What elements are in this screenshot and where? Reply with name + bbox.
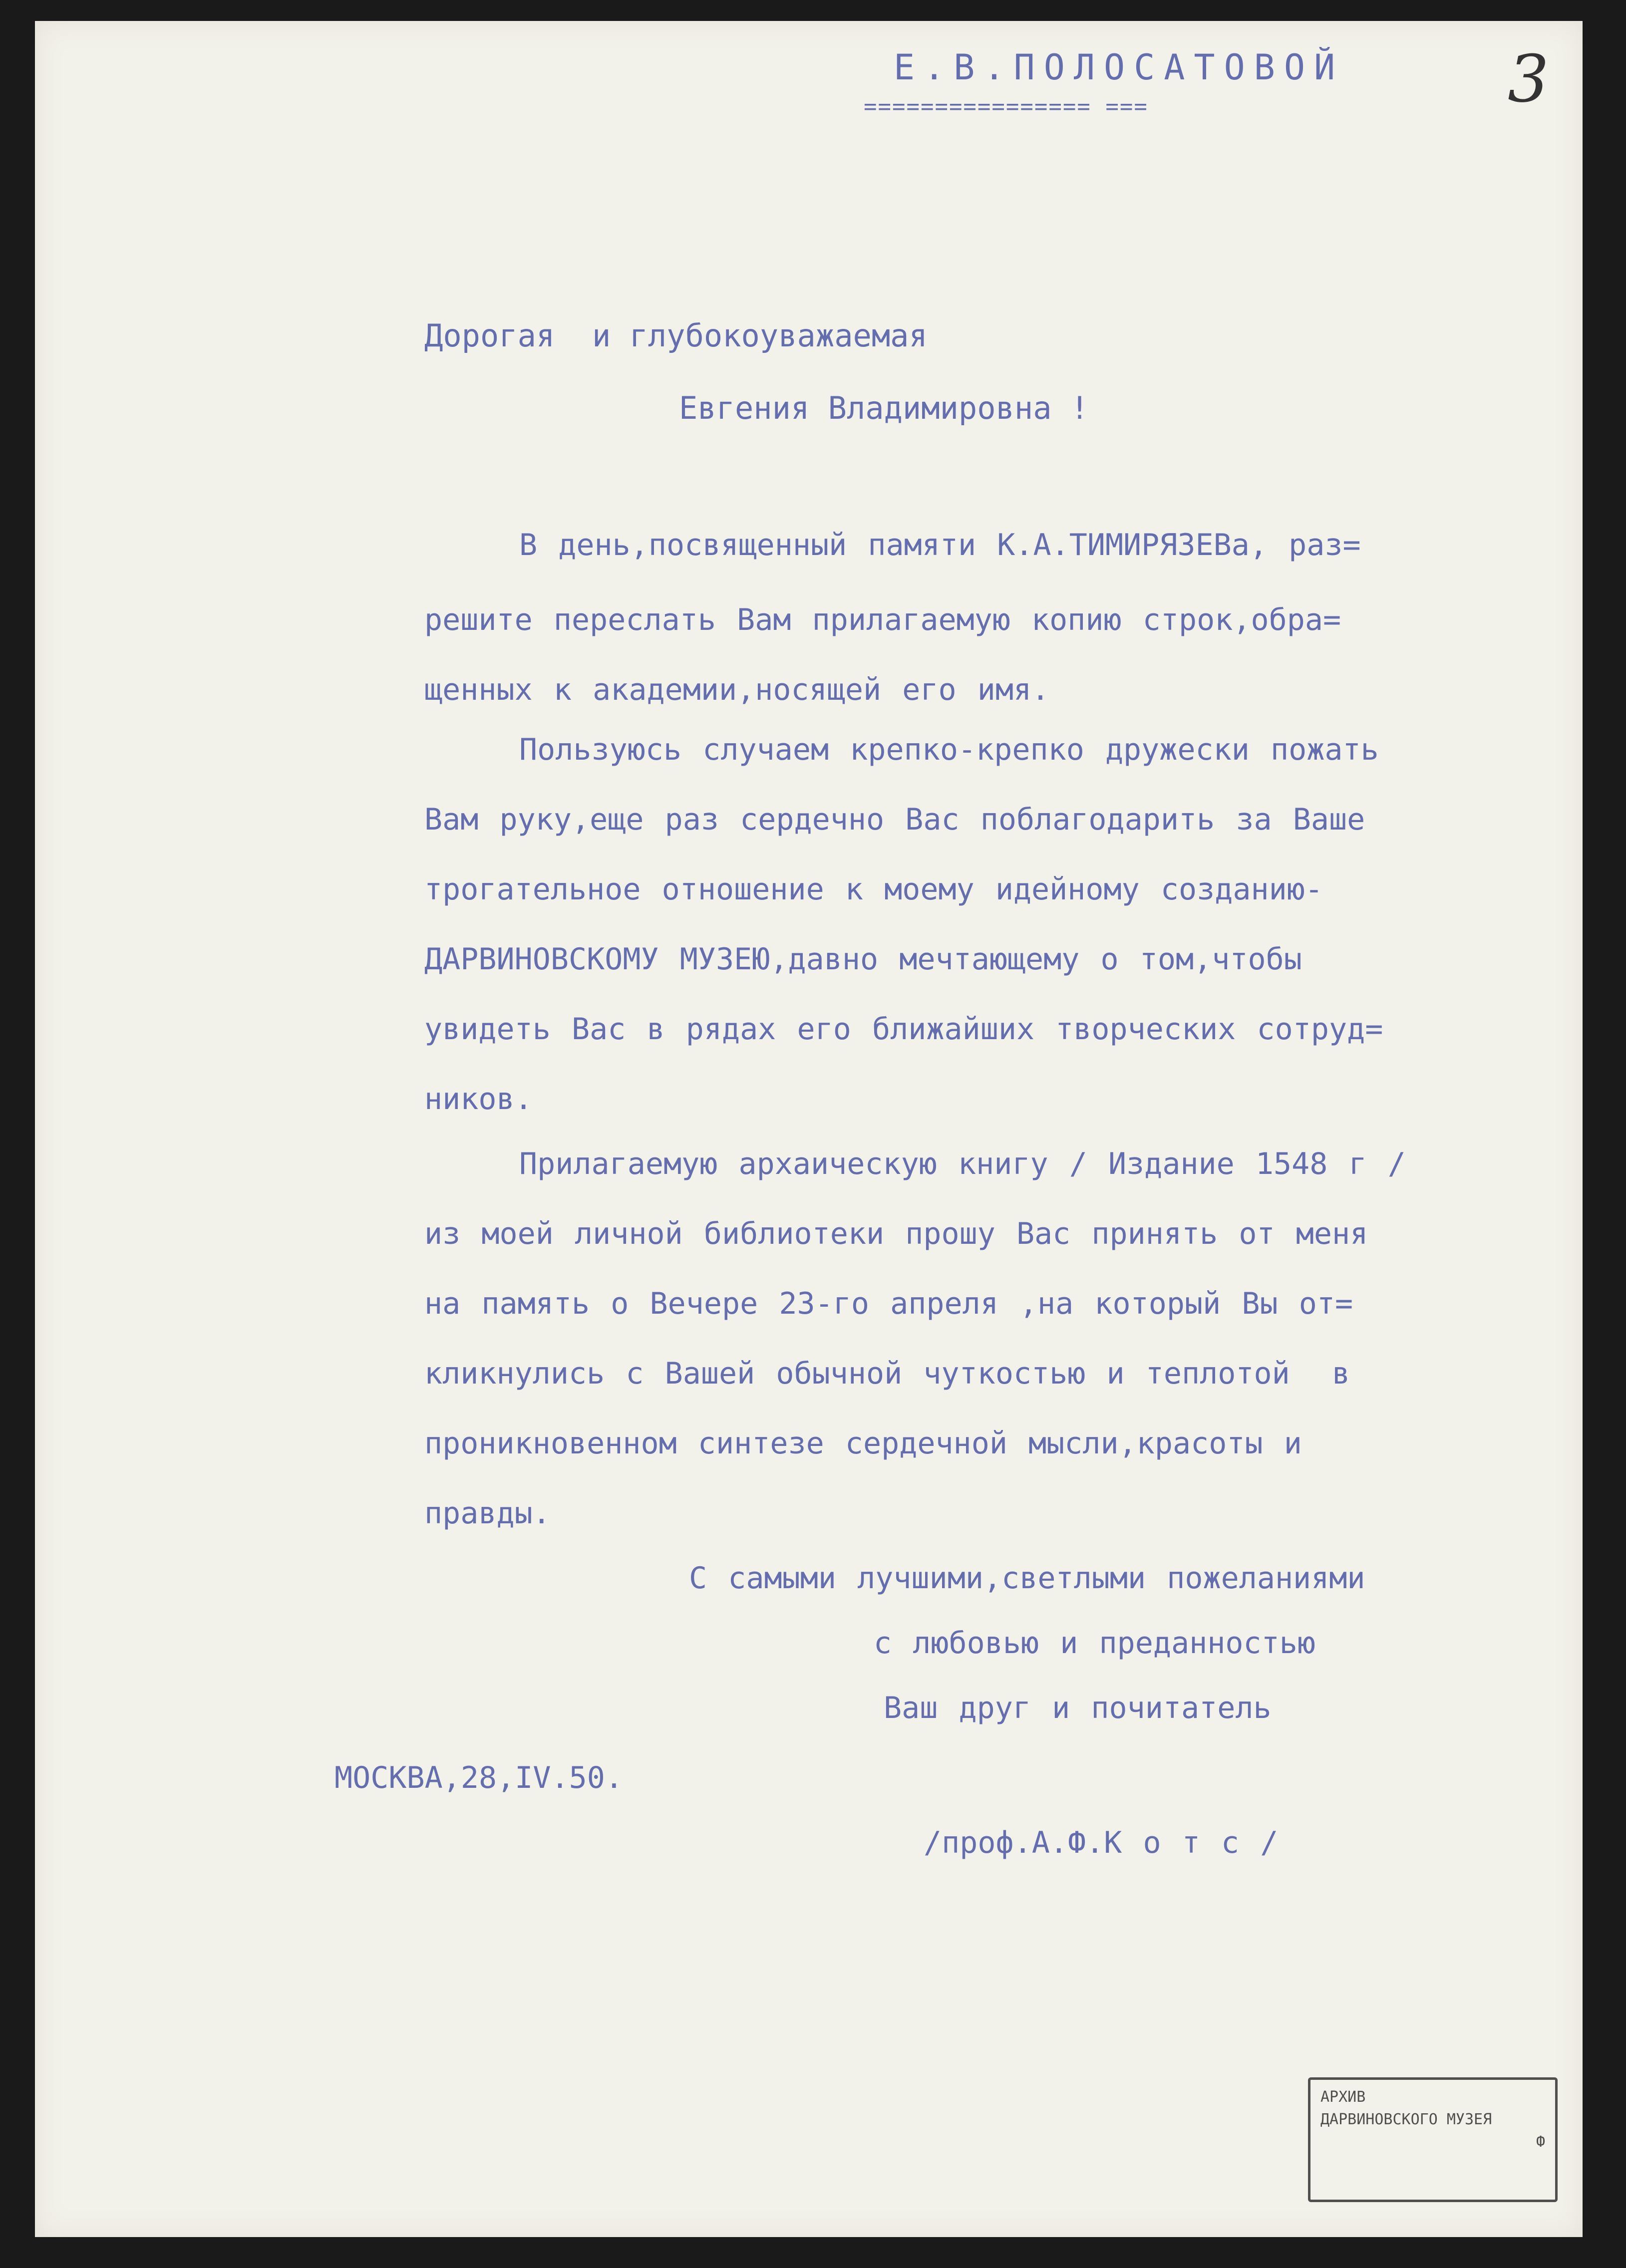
stamp-line-3: Ф xyxy=(1536,2133,1545,2151)
signature: /проф.А.Ф.К о т с / xyxy=(924,1825,1279,1860)
show-through-text xyxy=(275,256,801,284)
closing-line-2: с любовью и преданностью xyxy=(874,1626,1315,1661)
letter-page xyxy=(35,21,1583,2237)
page-number: 3 xyxy=(1508,41,1549,117)
stamp-line-2: ДАРВИНОВСКОГО МУЗЕЯ xyxy=(1320,2111,1492,2128)
stamp-line-1: АРХИВ xyxy=(1320,2088,1366,2106)
closing-line-1: С самыми лучшими,светлыми пожеланиями xyxy=(689,1561,1365,1596)
body-line-12: на память о Вечере 23-го апреля ,на который Вы от= xyxy=(424,1286,1353,1321)
addressee: Е.В.ПОЛОСАТОВОЙ xyxy=(894,47,1344,88)
salutation-line-1: Дорогая и глубокоуважаемая xyxy=(424,317,928,354)
body-line-14: проникновенном синтезе сердечной мысли,красоты и xyxy=(424,1426,1302,1461)
body-line-8: увидеть Вас в рядах его ближайших творческих сотруд= xyxy=(424,1012,1383,1047)
body-line-11: из моей личной библиотеки прошу Вас принять от меня xyxy=(424,1216,1368,1251)
body-line-1: В день,посвященный памяти К.А.ТИМИРЯЗЕВа, раз= xyxy=(519,528,1361,563)
body-line-2: решите переслать Вам прилагаемую копию строк,обра= xyxy=(424,602,1341,637)
body-line-13: кликнулись с Вашей обычной чуткостью и теплотой в xyxy=(424,1356,1350,1391)
body-line-6: трогательное отношение к моему идейному созданию- xyxy=(424,872,1323,907)
body-line-3: щенных к академии,носящей его имя. xyxy=(424,672,1050,707)
body-line-5: Вам руку,еще раз сердечно Вас поблагодарить за Ваше xyxy=(424,802,1365,837)
addressee-underline: ================ === xyxy=(864,94,1148,119)
body-line-15: правды. xyxy=(424,1496,551,1531)
place-date: МОСКВА,28,IV.50. xyxy=(334,1760,623,1795)
salutation-line-2: Евгения Владимировна ! xyxy=(679,390,1089,426)
body-line-4: Пользуюсь случаем крепко-крепко дружески пожать xyxy=(519,732,1379,767)
body-line-10: Прилагаемую архаическую книгу / Издание 1548 г / xyxy=(519,1146,1406,1181)
body-line-7: ДАРВИНОВСКОМУ МУЗЕЮ,давно мечтающему о том,чтобы xyxy=(424,942,1302,977)
archive-stamp xyxy=(1308,2077,1558,2202)
closing-line-3: Ваш друг и почитатель xyxy=(884,1691,1272,1725)
body-line-9: ников. xyxy=(424,1082,533,1117)
